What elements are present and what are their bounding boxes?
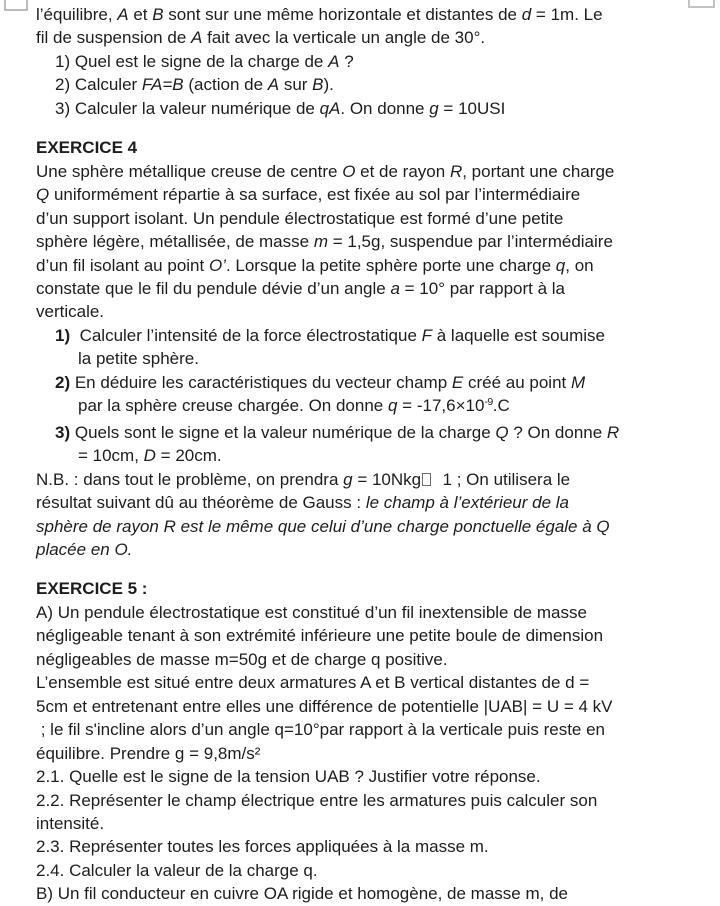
- text-line: [36, 812, 706, 835]
- text-run: = 10cm,: [78, 446, 144, 466]
- text-run: Q: [495, 422, 509, 442]
- text-run: F: [421, 325, 433, 345]
- text-line: [36, 371, 706, 394]
- text-run: Une sphère métallique creuse de centre: [36, 161, 343, 181]
- text-run: fil de suspension de: [36, 28, 191, 48]
- text-run: = 20cm.: [155, 446, 222, 466]
- text-run: 2) Calculer: [55, 75, 142, 95]
- text-line: [36, 50, 706, 73]
- text-run: le champ à l’extérieur de la: [365, 493, 569, 513]
- text-run: Calculer l’intensité de la force électrostatique: [70, 325, 422, 345]
- text-line: [36, 277, 706, 300]
- text-run: . Lorsque la petite sphère porte une charge: [225, 255, 556, 275]
- text-line: [36, 230, 706, 253]
- text-run: A: [117, 5, 129, 24]
- text-run: = 10USI: [438, 98, 506, 118]
- text-run: A: [328, 51, 340, 71]
- text-run: ).: [323, 75, 334, 95]
- text-run: B: [312, 75, 324, 95]
- text-run: créé au point: [463, 372, 571, 392]
- text-run: équilibre. Prendre g = 9,8m/s²: [36, 743, 261, 763]
- text-run: O: [342, 161, 356, 181]
- text-line: [36, 254, 706, 277]
- text-run: ?: [339, 51, 354, 71]
- text-run: N.B. : dans tout le problème, on prendra: [36, 469, 344, 489]
- text-run: à laquelle est soumise: [432, 325, 605, 345]
- text-line: [36, 324, 706, 347]
- text-run: uniformément répartie à sa surface, est fixée au sol par l’intermédiaire: [49, 185, 581, 205]
- text-run: verticale.: [36, 302, 105, 322]
- text-run: 2.1. Quelle est le signe de la tension UAB ? Justifier votre réponse.: [36, 767, 541, 787]
- text-run: = 1,5g, suspendue par l’intermédiaire: [327, 232, 613, 252]
- text-line: [36, 718, 706, 741]
- text-run: la petite sphère.: [78, 349, 199, 369]
- text-run: , portant une charge: [462, 161, 615, 181]
- text-line: [36, 347, 706, 370]
- text-line: [36, 394, 706, 420]
- text-run: = 10° par rapport à la: [399, 278, 566, 298]
- text-run: -9: [484, 396, 493, 409]
- text-run: d’un support isolant. Un pendule électrostatique est formé d’une petite: [36, 208, 564, 228]
- text-run: R: [606, 422, 620, 442]
- text-line: [36, 624, 706, 647]
- text-line: [36, 835, 706, 858]
- text-run: sphère légère, métallisée, de masse: [36, 232, 314, 252]
- text-run: intensité.: [36, 813, 105, 833]
- text-run: B: [152, 5, 164, 24]
- text-run: B) Un fil conducteur en cuivre OA rigide et homogène, de masse m, de: [36, 884, 568, 904]
- text-run: sont sur une même horizontale et distantes de: [163, 5, 522, 24]
- text-run: A: [267, 75, 280, 95]
- text-run: 1) Quel est le signe de la charge de: [55, 51, 329, 71]
- text-run: R: [449, 161, 463, 181]
- text-run: d’un fil isolant au point: [36, 255, 209, 275]
- text-line: [36, 538, 706, 561]
- text-run: d: [521, 5, 532, 24]
- text-run: g: [343, 469, 353, 489]
- cropped-ui-fragment-top-left: [4, 0, 28, 11]
- text-run: ; le fil s'incline alors d’un angle q=10°par rapport à la verticale puis reste en: [36, 720, 606, 740]
- text-run: = -17,6×10: [397, 396, 485, 416]
- missing-glyph-box-icon: [422, 473, 431, 486]
- text-run: 2.2. Représenter le champ électrique entre les armatures puis calculer son: [36, 790, 598, 810]
- text-line: [36, 601, 706, 624]
- text-run: M: [570, 372, 586, 392]
- text-run: 2.3. Représenter toutes les forces appliquées à la masse m.: [36, 837, 489, 857]
- text-line: [36, 671, 706, 694]
- text-run: résultat suivant dû au théorème de Gauss :: [36, 493, 366, 513]
- text-run: l’équilibre,: [36, 5, 118, 24]
- text-line: [36, 859, 706, 882]
- text-run: et de rayon: [355, 161, 450, 181]
- text-line: [36, 97, 706, 120]
- text-line: [36, 421, 706, 444]
- text-run: O’: [208, 255, 226, 275]
- text-run: placée en O.: [36, 539, 133, 559]
- text-run: par la sphère creuse chargée. On donne: [78, 396, 388, 416]
- text-run: négligeables de masse m=50g et de charge q positive.: [36, 649, 448, 669]
- text-run: 2.4. Calculer la valeur de la charge q.: [36, 860, 318, 880]
- text-line: [36, 765, 706, 788]
- text-run: q: [387, 396, 398, 416]
- text-run: 1 ; On utilisera le: [433, 469, 571, 489]
- text-run: ? On donne: [508, 422, 607, 442]
- text-run: q: [555, 255, 566, 275]
- cropped-ui-fragment-top-right: [688, 0, 715, 8]
- text-run: = 10Nkg: [352, 469, 422, 489]
- text-run: L’ensemble est situé entre deux armatures A et B vertical distantes de d =: [36, 673, 590, 693]
- text-run: constate que le fil du pendule dévie d’un angle: [36, 278, 391, 298]
- text-run: = 1m. Le: [531, 5, 603, 24]
- text-run: sphère de rayon R est le même que celui d’une charge ponctuelle égale à Q: [36, 516, 610, 536]
- text-line: [36, 742, 706, 765]
- text-run: EXERCICE 4: [36, 138, 138, 158]
- text-line: [36, 577, 706, 600]
- text-line: [36, 468, 706, 491]
- text-run: (action de: [183, 75, 268, 95]
- text-line: [36, 300, 706, 323]
- text-line: [36, 136, 706, 159]
- text-run: Q: [36, 185, 50, 205]
- text-run: fait avec la verticale un angle de 30°.: [202, 28, 486, 48]
- text-run: m: [313, 232, 328, 252]
- text-run: EXERCICE 5 :: [36, 579, 148, 599]
- text-line: [36, 183, 706, 206]
- text-run: 2): [55, 372, 71, 392]
- text-run: négligeable tenant à son extrémité inférieure une petite boule de dimension: [36, 626, 604, 646]
- text-run: qA: [319, 98, 341, 118]
- text-line: [36, 491, 706, 514]
- text-line: [36, 26, 706, 49]
- text-run: En déduire les caractéristiques du vecteur champ: [70, 372, 452, 392]
- text-line: [36, 515, 706, 538]
- text-line: [36, 882, 706, 905]
- text-run: Quels sont le signe et la valeur numérique de la charge: [70, 422, 496, 442]
- text-run: .C: [492, 396, 510, 416]
- text-line: [36, 3, 706, 26]
- text-line: [36, 648, 706, 671]
- text-run: A: [191, 28, 203, 48]
- text-run: D: [143, 446, 156, 466]
- text-run: 5cm et entretenant entre elles une différence de potentielle |UAB| = U = 4 kV: [36, 696, 613, 716]
- text-run: 3) Calculer la valeur numérique de: [55, 98, 320, 118]
- text-run: 1): [55, 325, 71, 345]
- text-line: [36, 73, 706, 96]
- text-line: [36, 789, 706, 812]
- text-run: A) Un pendule électrostatique est constitué d’un fil inextensible de masse: [36, 602, 587, 622]
- text-line: [36, 444, 706, 467]
- text-run: g: [429, 98, 439, 118]
- text-run: a: [390, 278, 400, 298]
- text-run: , on: [565, 255, 594, 275]
- text-run: . On donne: [340, 98, 430, 118]
- text-line: [36, 160, 706, 183]
- text-run: et: [128, 5, 153, 24]
- text-run: sur: [279, 75, 313, 95]
- text-line: [36, 695, 706, 718]
- text-run: 3): [55, 422, 71, 442]
- text-run: E: [451, 372, 464, 392]
- text-run: FA=B: [141, 75, 184, 95]
- text-line: [36, 207, 706, 230]
